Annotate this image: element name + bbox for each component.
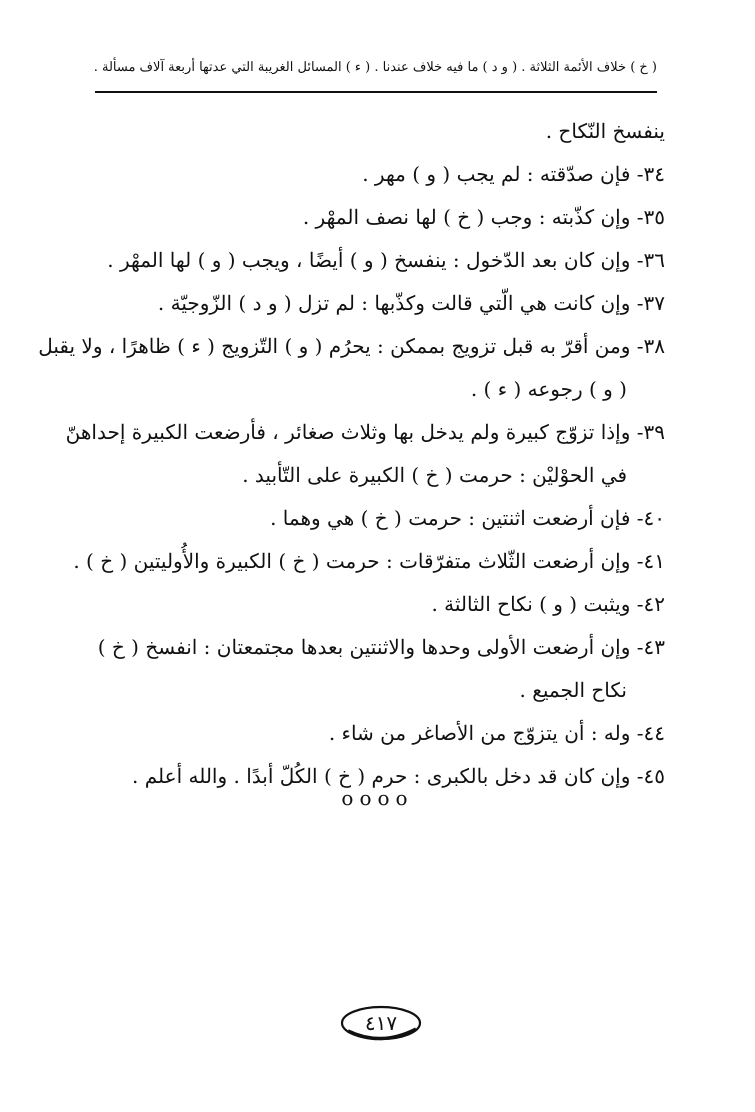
text-line: ٣٦- وإن كان بعد الدّخول : ينفسخ ( و ) أيضًا ، ويجب ( و ) لها المهْر .	[107, 248, 665, 272]
text-line-continuation: في الحوْليْن : حرمت ( خ ) الكبيرة على التّأبيد .	[242, 463, 627, 487]
text-line: ٣٧- وإن كانت هي الّتي قالت وكذّبها : لم تزل ( و د ) الزّوجيّة .	[157, 291, 665, 315]
header-rule	[95, 91, 657, 93]
page-number: ٤١٧	[364, 1011, 398, 1035]
text-line: ٣٤- فإن صدّقته : لم يجب ( و ) مهر .	[362, 162, 665, 186]
text-line: ٣٩- وإذا تزوّج كبيرة ولم يدخل بها وثلاث صغائر ، فأرضعت الكبيرة إحداهنّ	[65, 420, 665, 444]
text-line-continuation: نكاح الجميع .	[519, 678, 627, 702]
section-ornament: oooo	[341, 786, 414, 810]
running-header: ( خ ) خلاف الأئمة الثلاثة . ( و د ) ما فيه خلاف عندنا . ( ء ) المسائل الغريبة التي عدتها أربعة آلاف مسألة .	[93, 60, 657, 75]
text-line: ٣٥- وإن كذّبته : وجب ( خ ) لها نصف المهْر .	[302, 205, 665, 229]
text-line: ٤١- وإن أرضعت الثّلاث متفرّقات : حرمت ( خ ) الكبيرة والأُوليتين ( خ ) .	[73, 549, 665, 573]
page-number-badge	[338, 1003, 424, 1043]
text-line-continuation: ( و ) رجوعه ( ء ) .	[470, 377, 627, 401]
text-line: ينفسخ النّكاح .	[545, 119, 665, 143]
text-line: ٤٤- وله : أن يتزوّج من الأصاغر من شاء .	[328, 721, 665, 745]
text-line: ٤٣- وإن أرضعت الأولى وحدها والاثنتين بعدها مجتمعتان : انفسخ ( خ )	[97, 635, 665, 659]
text-line: ٣٨- ومن أقرّ به قبل تزويج بممكن : يحرُم ( و ) التّزويج ( ء ) ظاهرًا ، ولا يقبل	[38, 334, 665, 358]
text-line: ٤٢- ويثبت ( و ) نكاح الثالثة .	[431, 592, 665, 616]
text-line: ٤٥- وإن كان قد دخل بالكبرى : حرم ( خ ) الكُلّ أبدًا . والله أعلم .	[131, 764, 665, 788]
text-line: ٤٠- فإن أرضعت اثنتين : حرمت ( خ ) هي وهما .	[270, 506, 665, 530]
body-text	[38, 110, 665, 798]
